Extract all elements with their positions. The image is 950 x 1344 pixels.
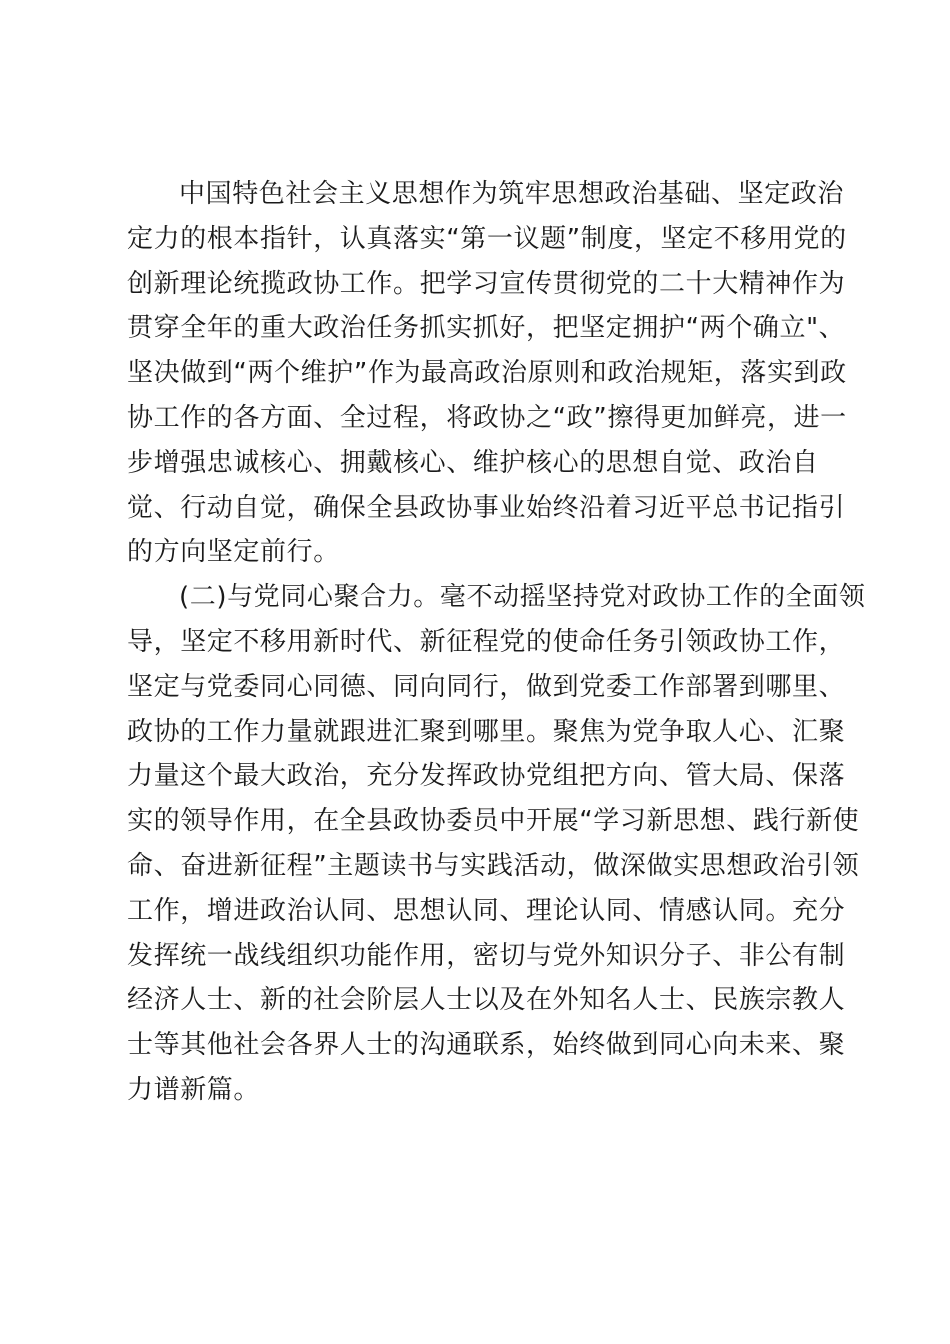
paragraph-line: 政协的工作力量就跟进汇聚到哪里。聚焦为党争取人心、汇聚 <box>127 716 846 747</box>
paragraph-line: 发挥统一战线组织功能作用，密切与党外知识分子、非公有制 <box>127 940 846 971</box>
paragraph-line: 实的领导作用，在全县政协委员中开展“学习新思想、践行新使 <box>127 806 860 837</box>
paragraph-line: 士等其他社会各界人士的沟通联系，始终做到同心向未来、聚 <box>127 1030 846 1061</box>
paragraph-line: 命、奋进新征程”主题读书与实践活动，做深做实思想政治引领 <box>127 850 860 881</box>
paragraph-line: 力量这个最大政治，充分发挥政协党组把方向、管大局、保落 <box>127 761 846 792</box>
paragraph-line: 协工作的各方面、全过程，将政协之“政”擦得更加鲜亮，进一 <box>127 402 847 433</box>
paragraph-line: 导，坚定不移用新时代、新征程党的使命任务引领政协工作， <box>127 626 846 657</box>
paragraph-2 <box>127 575 866 1113</box>
paragraph-line: 经济人士、新的社会阶层人士以及在外知名人士、民族宗教人 <box>127 985 846 1016</box>
paragraph-1 <box>127 172 847 575</box>
paragraph-line: 中国特色社会主义思想作为筑牢思想政治基础、坚定政治 <box>179 179 845 209</box>
paragraph-line: 力谱新篇。 <box>127 1074 261 1105</box>
paragraph-line: 贯穿全年的重大政治任务抓实抓好，把坚定拥护“两个确立"、 <box>127 313 846 344</box>
paragraph-line: 的方向坚定前行。 <box>127 537 340 568</box>
paragraph-line: 定力的根本指针，认真落实“第一议题”制度，坚定不移用党的 <box>127 223 847 254</box>
paragraph-line: 坚决做到“两个维护”作为最高政治原则和政治规矩，落实到政 <box>127 358 847 389</box>
paragraph-line: 工作，增进政治认同、思想认同、理论认同、情感认同。充分 <box>127 895 846 926</box>
paragraph-line: (二)与党同心聚合力。毫不动摇坚持党对政协工作的全面领 <box>179 582 866 613</box>
paragraph-line: 创新理论统揽政协工作。把学习宣传贯彻党的二十大精神作为 <box>127 268 846 299</box>
document-body <box>127 172 866 1113</box>
paragraph-line: 觉、行动自觉，确保全县政协事业始终沿着习近平总书记指引 <box>127 492 846 523</box>
paragraph-line: 坚定与党委同心同德、同向同行，做到党委工作部署到哪里、 <box>127 671 846 702</box>
paragraph-line: 步增强忠诚核心、拥戴核心、维护核心的思想自觉、政治自 <box>127 447 819 478</box>
